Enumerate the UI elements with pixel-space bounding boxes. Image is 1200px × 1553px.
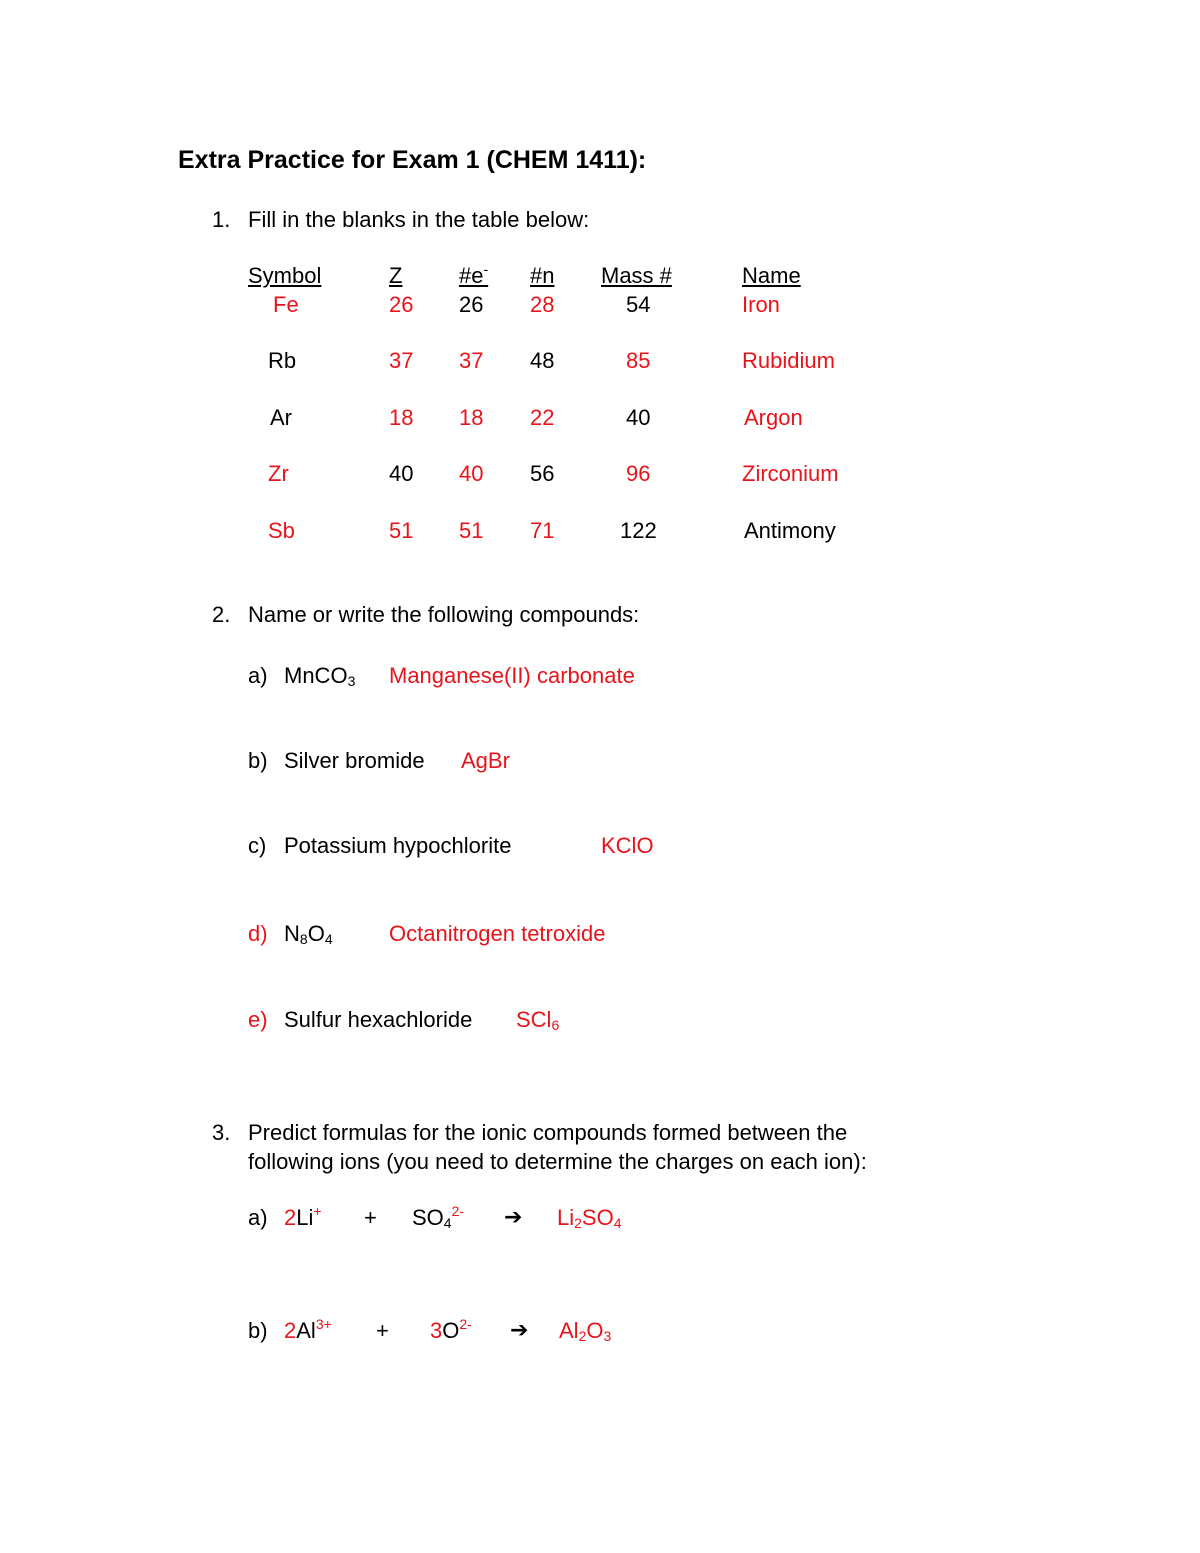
table-cell-neutrons: 56 bbox=[530, 461, 555, 486]
q2e-answer: SCl$_6$ bbox=[516, 1007, 560, 1033]
q3-prompt-line1: Predict formulas for the ionic compounds formed between the bbox=[248, 1120, 848, 1145]
q3-prompt-line2: following ions (you need to determine the charges on each ion): bbox=[248, 1149, 867, 1174]
q3-number: 3. bbox=[212, 1120, 231, 1145]
table-cell-electrons: 37 bbox=[459, 348, 484, 373]
q1-number: 1. bbox=[212, 207, 231, 232]
table-cell-symbol: Ar bbox=[270, 405, 292, 430]
table-cell-neutrons: 22 bbox=[530, 405, 555, 430]
q3a-product: $Li_2SO_4$ bbox=[557, 1205, 622, 1231]
q2c-answer: KClO bbox=[601, 833, 654, 858]
table-cell-mass: 40 bbox=[626, 405, 651, 430]
table-cell-electrons: 26 bbox=[459, 292, 484, 317]
table-cell-electrons: 51 bbox=[459, 518, 484, 543]
header-symbol: Symbol bbox=[248, 263, 322, 288]
q2b-name: Silver bromide bbox=[284, 748, 425, 773]
q2-prompt: Name or write the following compounds: bbox=[248, 602, 640, 627]
table-cell-name: Zirconium bbox=[742, 461, 839, 486]
q2c-label: c) bbox=[248, 833, 267, 858]
q3a-arrow-icon: ➔ bbox=[504, 1204, 523, 1229]
header-mass: Mass # bbox=[601, 263, 672, 288]
table-cell-z: 18 bbox=[389, 405, 414, 430]
q2-number: 2. bbox=[212, 602, 231, 627]
q3b-ion1: $2Al^{3+}$ bbox=[284, 1316, 332, 1343]
table-cell-mass: 96 bbox=[626, 461, 651, 486]
q3a-plus: + bbox=[364, 1205, 377, 1230]
table-cell-symbol: Sb bbox=[268, 518, 295, 543]
page-title: Extra Practice for Exam 1 (CHEM 1411): bbox=[178, 146, 647, 174]
table-cell-z: 40 bbox=[389, 461, 414, 486]
header-name: Name bbox=[742, 263, 801, 288]
table-cell-neutrons: 48 bbox=[530, 348, 555, 373]
q3b-ion2: $3O^{2-}$ bbox=[430, 1316, 472, 1343]
table-cell-z: 37 bbox=[389, 348, 414, 373]
q2e-label: e) bbox=[248, 1007, 268, 1032]
q2c-name: Potassium hypochlorite bbox=[284, 833, 512, 858]
table-cell-neutrons: 28 bbox=[530, 292, 555, 317]
q2d-formula: $N_8O_4$ bbox=[284, 921, 333, 947]
q3a-ion2: $SO_4^{2-}$ bbox=[412, 1203, 465, 1231]
q3b-label: b) bbox=[248, 1318, 268, 1343]
q2a-formula: MnCO$_3$ bbox=[284, 663, 356, 689]
header-electrons: #e- bbox=[459, 261, 489, 288]
q2d-answer: Octanitrogen tetroxide bbox=[389, 921, 606, 946]
table-cell-name: Iron bbox=[742, 292, 780, 317]
q2b-label: b) bbox=[248, 748, 268, 773]
table-cell-symbol: Zr bbox=[268, 461, 289, 486]
header-z: Z bbox=[389, 263, 403, 288]
table-cell-electrons: 40 bbox=[459, 461, 484, 486]
table-cell-neutrons: 71 bbox=[530, 518, 555, 543]
table-cell-symbol: Fe bbox=[273, 292, 299, 317]
q2b-answer: AgBr bbox=[461, 748, 510, 773]
table-cell-mass: 85 bbox=[626, 348, 651, 373]
header-neutrons: #n bbox=[530, 263, 555, 288]
q2a-answer: Manganese(II) carbonate bbox=[389, 663, 635, 688]
q1-prompt: Fill in the blanks in the table below: bbox=[248, 207, 590, 232]
table-cell-z: 26 bbox=[389, 292, 414, 317]
q2a-label: a) bbox=[248, 663, 268, 688]
q3b-plus: + bbox=[376, 1318, 389, 1343]
table-cell-name: Antimony bbox=[744, 518, 836, 543]
table-cell-mass: 122 bbox=[620, 518, 657, 543]
q3a-label: a) bbox=[248, 1205, 268, 1230]
table-cell-name: Argon bbox=[744, 405, 803, 430]
q2d-label: d) bbox=[248, 921, 268, 946]
table-cell-name: Rubidium bbox=[742, 348, 835, 373]
table-cell-mass: 54 bbox=[626, 292, 651, 317]
table-cell-electrons: 18 bbox=[459, 405, 484, 430]
q3a-ion1: 2Li+ bbox=[284, 1203, 322, 1230]
q3b-product: $Al_2O_3$ bbox=[559, 1318, 612, 1344]
table-cell-symbol: Rb bbox=[268, 348, 297, 373]
table-cell-z: 51 bbox=[389, 518, 414, 543]
q3b-arrow-icon: ➔ bbox=[510, 1317, 529, 1342]
q2e-name: Sulfur hexachloride bbox=[284, 1007, 473, 1032]
